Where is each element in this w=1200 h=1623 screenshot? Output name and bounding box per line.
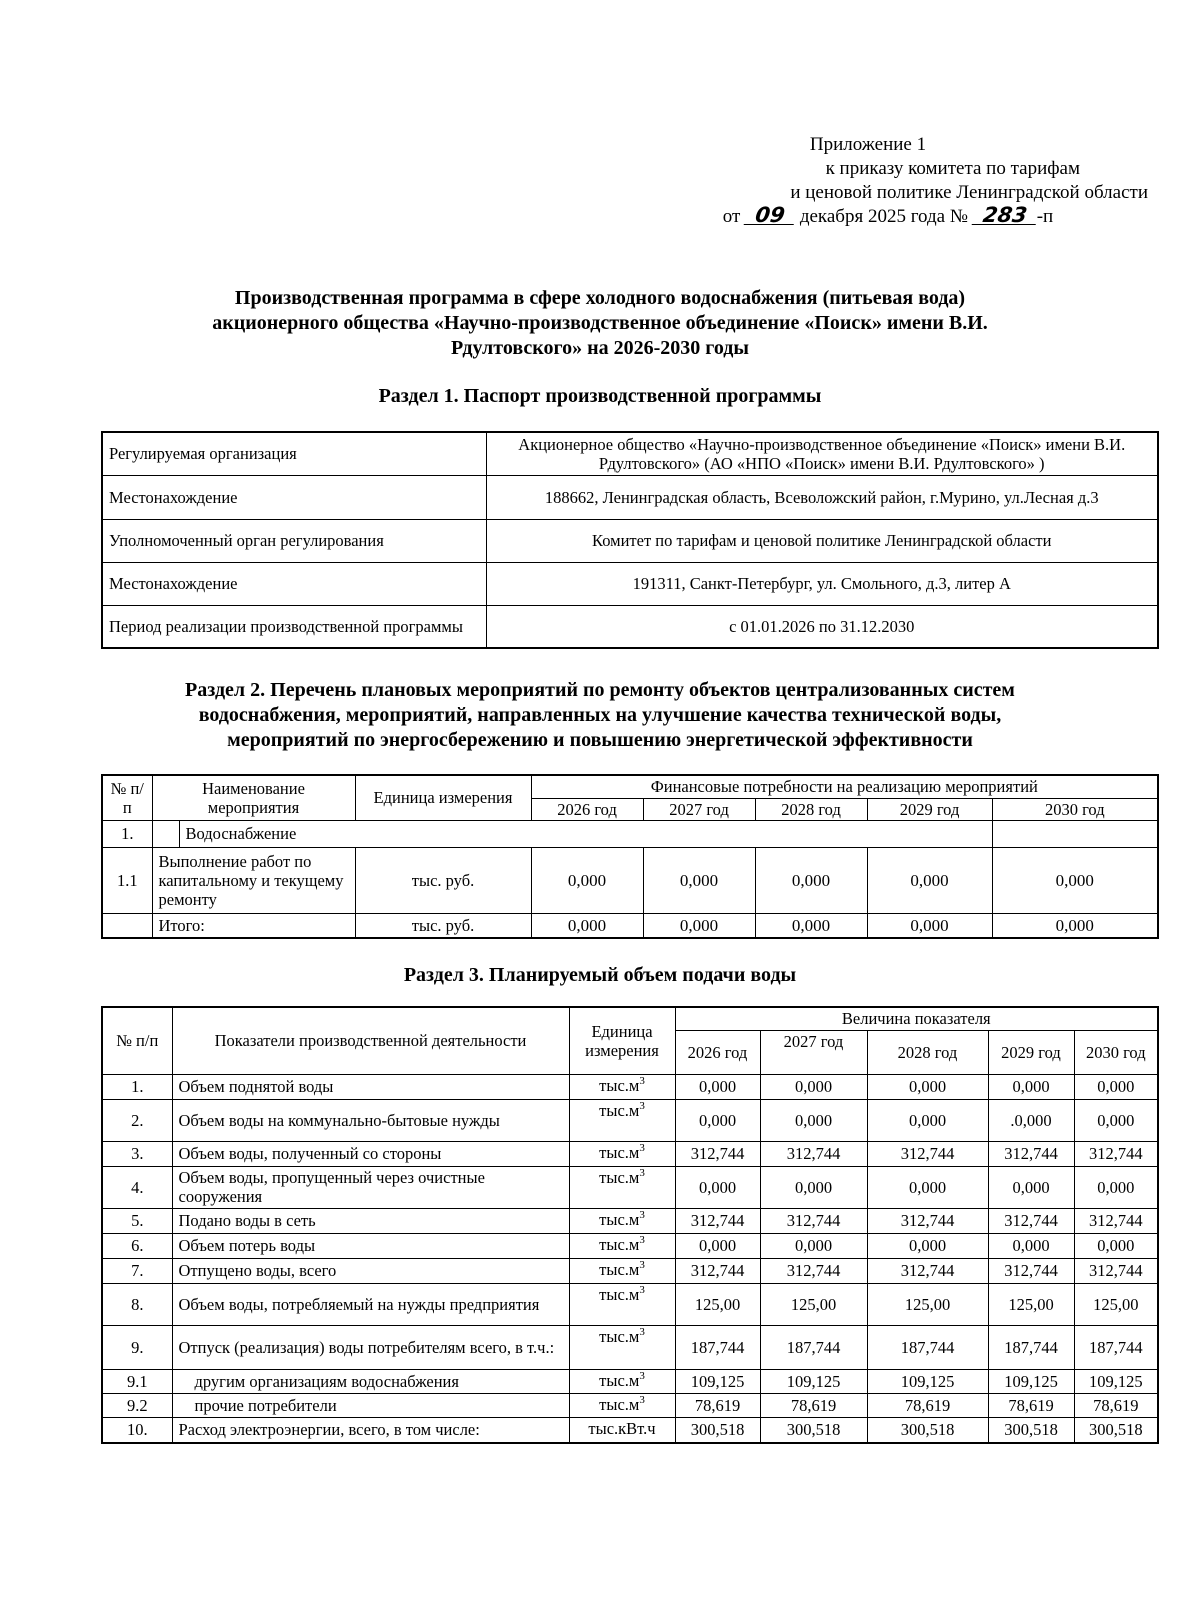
indicator-value: 78,619 bbox=[867, 1393, 988, 1417]
handwritten-order-number: 283 bbox=[971, 206, 1038, 225]
indicator-value: 0,000 bbox=[988, 1166, 1074, 1208]
section2-heading-line-2: водоснабжения, мероприятий, направленных на улучшение качества технической воды, bbox=[198, 704, 1002, 726]
indicator-value: 78,619 bbox=[988, 1393, 1074, 1417]
indicator-unit bbox=[569, 1325, 675, 1369]
unit-superscript: 3 bbox=[639, 1283, 645, 1296]
appendix-line-3: и ценовой политике Ленинградской области bbox=[790, 182, 1148, 203]
indicator-value: 0,000 bbox=[988, 1074, 1074, 1099]
indicator-num: 4. bbox=[102, 1166, 172, 1208]
indicator-unit bbox=[569, 1166, 675, 1208]
water-volume-rows bbox=[102, 1074, 1158, 1443]
indicator-value: 0,000 bbox=[867, 1166, 988, 1208]
indicator-name: Объем воды на коммунально-бытовые нужды bbox=[172, 1099, 569, 1141]
activity-value: 0,000 bbox=[755, 847, 867, 913]
unit-text: тыс.м bbox=[599, 1326, 640, 1346]
indicator-value: 0,000 bbox=[1074, 1233, 1158, 1258]
unit-text: тыс.кВт.ч bbox=[588, 1418, 656, 1438]
indicator-num: 7. bbox=[102, 1258, 172, 1283]
activity-value: 0,000 bbox=[643, 847, 755, 913]
indicator-value: 300,518 bbox=[988, 1417, 1074, 1443]
header-value: Величина показателя bbox=[675, 1007, 1158, 1030]
group-num: 1. bbox=[102, 820, 152, 847]
passport-value: Акционерное общество «Научно-производственное объединение «Поиск» имени В.И. Рдултовского» (АО «НПО «Поиск» имени В.И. Рдултовского» ) bbox=[486, 432, 1158, 475]
unit-superscript: 3 bbox=[639, 1325, 645, 1338]
indicator-value: 0,000 bbox=[760, 1233, 867, 1258]
indicator-row bbox=[102, 1233, 1158, 1258]
indicator-value: 109,125 bbox=[675, 1369, 760, 1393]
group-empty bbox=[992, 820, 1158, 847]
indicator-unit bbox=[569, 1141, 675, 1166]
indicator-name: Объем воды, полученный со стороны bbox=[172, 1141, 569, 1166]
header-year: 2029 год bbox=[867, 798, 992, 820]
indicator-value: 109,125 bbox=[760, 1369, 867, 1393]
header-year: 2028 год bbox=[755, 798, 867, 820]
unit-text: тыс.м bbox=[599, 1075, 640, 1095]
indicator-value: 300,518 bbox=[760, 1417, 867, 1443]
unit-superscript: 3 bbox=[639, 1074, 645, 1087]
total-unit: тыс. руб. bbox=[355, 913, 531, 938]
header-indicator: Показатели производственной деятельности bbox=[172, 1007, 569, 1074]
indicator-name: Объем потерь воды bbox=[172, 1233, 569, 1258]
indicator-name: Объем воды, потребляемый на нужды предприятия bbox=[172, 1283, 569, 1325]
unit-superscript: 3 bbox=[639, 1393, 645, 1406]
indicator-value: 312,744 bbox=[1074, 1258, 1158, 1283]
indicator-value: 0,000 bbox=[760, 1099, 867, 1141]
activity-unit: тыс. руб. bbox=[355, 847, 531, 913]
unit-superscript: 3 bbox=[639, 1258, 645, 1271]
section3-heading: Раздел 3. Планируемый объем подачи воды bbox=[403, 964, 797, 986]
indicator-num: 3. bbox=[102, 1141, 172, 1166]
unit-superscript: 3 bbox=[639, 1166, 645, 1179]
indicator-name: Отпущено воды, всего bbox=[172, 1258, 569, 1283]
header-num: № п/п bbox=[102, 775, 152, 820]
indicator-row bbox=[102, 1166, 1158, 1208]
indicator-num: 5. bbox=[102, 1208, 172, 1233]
indicator-value: 125,00 bbox=[1074, 1283, 1158, 1325]
passport-value: с 01.01.2026 по 31.12.2030 bbox=[486, 605, 1158, 648]
date-prefix: от bbox=[722, 206, 741, 227]
header-year: 2026 год bbox=[531, 798, 643, 820]
indicator-value: 300,518 bbox=[867, 1417, 988, 1443]
passport-row bbox=[102, 432, 1158, 475]
indicator-value: 0,000 bbox=[760, 1166, 867, 1208]
header-year: 2029 год bbox=[988, 1030, 1074, 1074]
passport-label: Уполномоченный орган регулирования bbox=[102, 519, 486, 562]
indicator-value: 0,000 bbox=[675, 1099, 760, 1141]
indicator-value: 0,000 bbox=[1074, 1166, 1158, 1208]
unit-superscript: 3 bbox=[639, 1141, 645, 1154]
indicator-name: прочие потребители bbox=[172, 1393, 569, 1417]
indicator-name: Отпуск (реализация) воды потребителям всего, в т.ч.: bbox=[172, 1325, 569, 1369]
header-year: 2026 год bbox=[675, 1030, 760, 1074]
passport-label: Период реализации производственной программы bbox=[102, 605, 486, 648]
indicator-value: 109,125 bbox=[867, 1369, 988, 1393]
indicator-row bbox=[102, 1141, 1158, 1166]
indicator-value: 125,00 bbox=[988, 1283, 1074, 1325]
indicator-value: 0,000 bbox=[1074, 1099, 1158, 1141]
indicator-value: .0,000 bbox=[988, 1099, 1074, 1141]
indicator-value: 300,518 bbox=[1074, 1417, 1158, 1443]
unit-text: тыс.м bbox=[599, 1100, 640, 1120]
title-line-2: акционерного общества «Научно-производственное объединение «Поиск» имени В.И. bbox=[212, 312, 988, 334]
appendix-block bbox=[588, 133, 1148, 229]
header-name: Наименование мероприятия bbox=[152, 775, 355, 820]
indicator-value: 0,000 bbox=[867, 1233, 988, 1258]
group-spacer bbox=[152, 820, 179, 847]
indicator-value: 187,744 bbox=[867, 1325, 988, 1369]
indicator-value: 78,619 bbox=[1074, 1393, 1158, 1417]
indicator-unit bbox=[569, 1233, 675, 1258]
indicator-value: 78,619 bbox=[675, 1393, 760, 1417]
passport-label: Местонахождение bbox=[102, 562, 486, 605]
passport-row bbox=[102, 475, 1158, 519]
passport-row bbox=[102, 562, 1158, 605]
unit-superscript: 3 bbox=[639, 1208, 645, 1221]
passport-label: Местонахождение bbox=[102, 475, 486, 519]
total-value: 0,000 bbox=[643, 913, 755, 938]
unit-text: тыс.м bbox=[599, 1394, 640, 1414]
total-num bbox=[102, 913, 152, 938]
indicator-value: 0,000 bbox=[867, 1099, 988, 1141]
indicator-value: 312,744 bbox=[988, 1141, 1074, 1166]
unit-text: тыс.м bbox=[599, 1209, 640, 1229]
indicator-value: 312,744 bbox=[988, 1258, 1074, 1283]
header-year: 2030 год bbox=[992, 798, 1158, 820]
group-name: Водоснабжение bbox=[179, 820, 992, 847]
unit-text: тыс.м bbox=[599, 1370, 640, 1390]
activity-name: Выполнение работ по капитальному и текущему ремонту bbox=[152, 847, 355, 913]
appendix-line-1: Приложение 1 bbox=[809, 134, 927, 155]
total-value: 0,000 bbox=[867, 913, 992, 938]
activity-value: 0,000 bbox=[531, 847, 643, 913]
handwritten-day: 09 bbox=[744, 206, 797, 225]
indicator-value: 0,000 bbox=[675, 1074, 760, 1099]
indicator-unit bbox=[569, 1258, 675, 1283]
indicator-row bbox=[102, 1417, 1158, 1443]
indicator-value: 187,744 bbox=[675, 1325, 760, 1369]
header-finance: Финансовые потребности на реализацию мероприятий bbox=[531, 775, 1158, 798]
unit-text: тыс.м bbox=[599, 1167, 640, 1187]
indicator-row bbox=[102, 1325, 1158, 1369]
indicator-num: 9. bbox=[102, 1325, 172, 1369]
indicator-row bbox=[102, 1258, 1158, 1283]
indicator-value: 312,744 bbox=[867, 1141, 988, 1166]
header-year: 2028 год bbox=[867, 1030, 988, 1074]
indicator-value: 312,744 bbox=[1074, 1141, 1158, 1166]
indicator-value: 187,744 bbox=[988, 1325, 1074, 1369]
indicator-name: Расход электроэнергии, всего, в том числе: bbox=[172, 1417, 569, 1443]
indicator-value: 187,744 bbox=[760, 1325, 867, 1369]
header-year: 2030 год bbox=[1074, 1030, 1158, 1074]
indicator-unit bbox=[569, 1074, 675, 1099]
total-value: 0,000 bbox=[531, 913, 643, 938]
activity-value: 0,000 bbox=[867, 847, 992, 913]
header-unit: Единица измерения bbox=[355, 775, 531, 820]
indicator-unit bbox=[569, 1099, 675, 1141]
indicator-unit bbox=[569, 1393, 675, 1417]
indicator-value: 0,000 bbox=[675, 1233, 760, 1258]
passport-table bbox=[101, 431, 1159, 649]
indicator-unit bbox=[569, 1208, 675, 1233]
indicator-unit bbox=[569, 1417, 675, 1443]
passport-row bbox=[102, 605, 1158, 648]
document-title bbox=[100, 286, 1100, 361]
passport-row bbox=[102, 519, 1158, 562]
passport-label: Регулируемая организация bbox=[102, 432, 486, 475]
indicator-value: 0,000 bbox=[760, 1074, 867, 1099]
unit-superscript: 3 bbox=[639, 1369, 645, 1382]
indicator-num: 2. bbox=[102, 1099, 172, 1141]
indicator-value: 312,744 bbox=[760, 1208, 867, 1233]
appendix-line-2: к приказу комитета по тарифам bbox=[825, 158, 1080, 179]
activity-num: 1.1 bbox=[102, 847, 152, 913]
indicator-value: 125,00 bbox=[760, 1283, 867, 1325]
header-year: 2027 год bbox=[760, 1030, 867, 1074]
indicator-value: 312,744 bbox=[1074, 1208, 1158, 1233]
indicator-name: Объем воды, пропущенный через очистные сооружения bbox=[172, 1166, 569, 1208]
indicator-value: 0,000 bbox=[675, 1166, 760, 1208]
section2-heading-line-3: мероприятий по энергосбережению и повышению энергетической эффективности bbox=[227, 729, 973, 751]
header-unit: Единица измерения bbox=[569, 1007, 675, 1074]
indicator-value: 312,744 bbox=[867, 1258, 988, 1283]
indicator-value: 312,744 bbox=[675, 1141, 760, 1166]
indicator-unit bbox=[569, 1283, 675, 1325]
indicator-value: 0,000 bbox=[867, 1074, 988, 1099]
indicator-value: 312,744 bbox=[760, 1141, 867, 1166]
passport-value: 191311, Санкт-Петербург, ул. Смольного, д.3, литер А bbox=[486, 562, 1158, 605]
unit-text: тыс.м bbox=[599, 1234, 640, 1254]
water-volume-table bbox=[101, 1006, 1159, 1444]
appendix-date-line bbox=[588, 205, 1148, 229]
indicator-name: Объем поднятой воды bbox=[172, 1074, 569, 1099]
indicator-value: 312,744 bbox=[988, 1208, 1074, 1233]
indicator-name: Подано воды в сеть bbox=[172, 1208, 569, 1233]
indicator-num: 1. bbox=[102, 1074, 172, 1099]
activity-value: 0,000 bbox=[992, 847, 1158, 913]
passport-value: 188662, Ленинградская область, Всеволожский район, г.Мурино, ул.Лесная д.3 bbox=[486, 475, 1158, 519]
indicator-unit bbox=[569, 1369, 675, 1393]
title-line-1: Производственная программа в сфере холодного водоснабжения (питьевая вода) bbox=[234, 287, 966, 309]
unit-text: тыс.м bbox=[599, 1142, 640, 1162]
total-label: Итого: bbox=[152, 913, 355, 938]
indicator-num: 8. bbox=[102, 1283, 172, 1325]
indicator-row bbox=[102, 1393, 1158, 1417]
indicator-value: 312,744 bbox=[867, 1208, 988, 1233]
passport-value: Комитет по тарифам и ценовой политике Ленинградской области bbox=[486, 519, 1158, 562]
indicator-value: 312,744 bbox=[675, 1208, 760, 1233]
total-row bbox=[102, 913, 1158, 938]
indicator-value: 125,00 bbox=[867, 1283, 988, 1325]
indicator-row bbox=[102, 1369, 1158, 1393]
indicator-value: 125,00 bbox=[675, 1283, 760, 1325]
unit-superscript: 3 bbox=[639, 1233, 645, 1246]
indicator-num: 10. bbox=[102, 1417, 172, 1443]
group-row bbox=[102, 820, 1158, 847]
indicator-value: 312,744 bbox=[675, 1258, 760, 1283]
indicator-value: 187,744 bbox=[1074, 1325, 1158, 1369]
activities-table bbox=[101, 774, 1159, 939]
indicator-row bbox=[102, 1283, 1158, 1325]
indicator-value: 312,744 bbox=[760, 1258, 867, 1283]
indicator-num: 9.2 bbox=[102, 1393, 172, 1417]
total-value: 0,000 bbox=[992, 913, 1158, 938]
indicator-row bbox=[102, 1099, 1158, 1141]
section2-heading-line-1: Раздел 2. Перечень плановых мероприятий по ремонту объектов централизованных систем bbox=[185, 679, 1015, 701]
section2-heading bbox=[100, 678, 1100, 753]
total-value: 0,000 bbox=[755, 913, 867, 938]
indicator-value: 109,125 bbox=[1074, 1369, 1158, 1393]
date-suffix: -п bbox=[1036, 206, 1054, 227]
indicator-num: 9.1 bbox=[102, 1369, 172, 1393]
indicator-value: 109,125 bbox=[988, 1369, 1074, 1393]
indicator-row bbox=[102, 1208, 1158, 1233]
indicator-value: 0,000 bbox=[1074, 1074, 1158, 1099]
section1-heading: Раздел 1. Паспорт производственной программы bbox=[378, 385, 822, 407]
indicator-value: 0,000 bbox=[988, 1233, 1074, 1258]
indicator-value: 300,518 bbox=[675, 1417, 760, 1443]
activity-row bbox=[102, 847, 1158, 913]
header-num: № п/п bbox=[102, 1007, 172, 1074]
date-middle: декабря 2025 года № bbox=[799, 206, 968, 227]
unit-text: тыс.м bbox=[599, 1259, 640, 1279]
unit-superscript: 3 bbox=[639, 1099, 645, 1112]
unit-text: тыс.м bbox=[599, 1284, 640, 1304]
indicator-value: 78,619 bbox=[760, 1393, 867, 1417]
indicator-name: другим организациям водоснабжения bbox=[172, 1369, 569, 1393]
indicator-row bbox=[102, 1074, 1158, 1099]
indicator-num: 6. bbox=[102, 1233, 172, 1258]
title-line-3: Рдултовского» на 2026-2030 годы bbox=[450, 337, 750, 359]
header-year: 2027 год bbox=[643, 798, 755, 820]
